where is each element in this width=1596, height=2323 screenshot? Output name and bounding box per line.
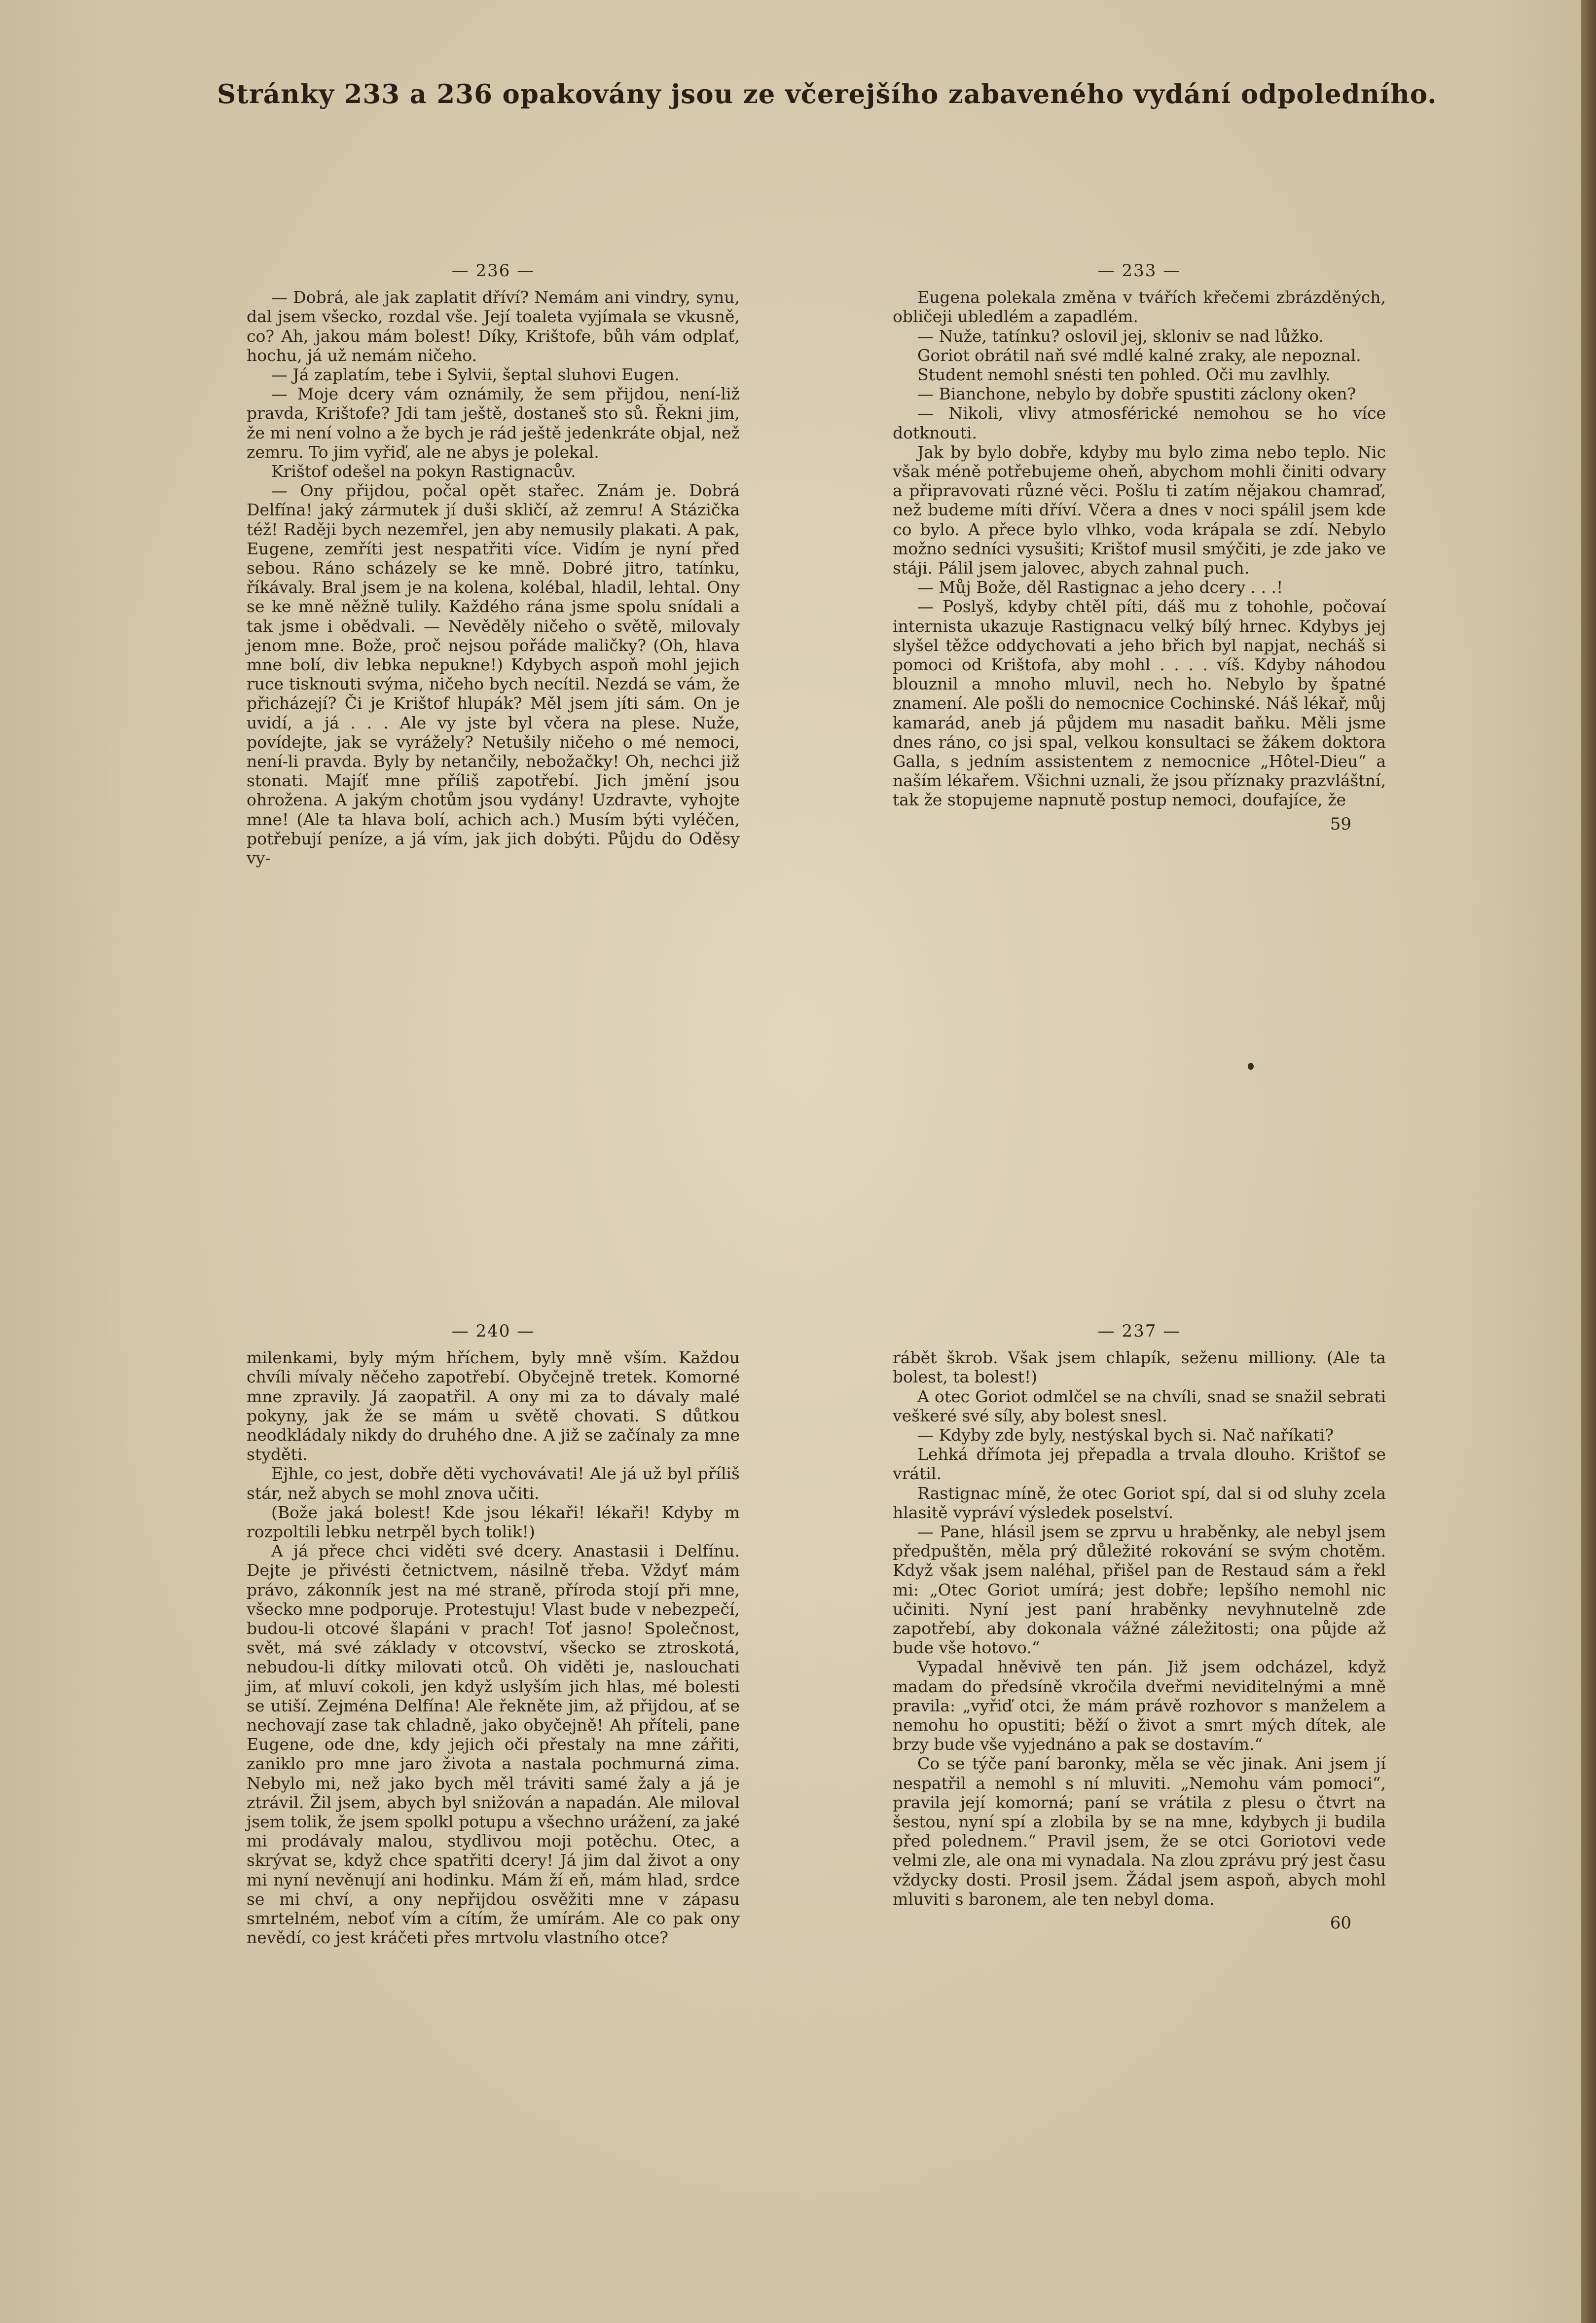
paragraph: Vypadal hněvivě ten pán. Již jsem odcházel, když madam do předsíně vkročila dveřmi neviditelnými a mně pravila: „vyřiď otci, že mám právě rozhovor s manželem a nemohu ho opustiti; běží o život a smrt mých dítek, ale brzy bude vše vyjednáno a pak se dostavím.“ bbox=[893, 1657, 1386, 1754]
paragraph: — Bianchone, nebylo by dobře spustiti záclony oken? bbox=[917, 384, 1356, 404]
signature-folio: 60 bbox=[1330, 1913, 1351, 1933]
paragraph: — Nuže, tatínku? oslovil jej, skloniv se nad lůžko. bbox=[917, 326, 1324, 346]
paragraph: milenkami, byly mým hříchem, byly mně vším. Každou chvíli mívaly něčeho zapotřebí. Obyčejně tretek. Komorné mne zpravily. Já zaopatřil. A ony mi za to dávaly malé pokyny, jak že se mám u světě chovati. S důtkou neodkládaly nikdy do druhého dne. A již se začínaly za mne styděti. bbox=[247, 1348, 740, 1464]
page-number: — 233 — bbox=[1097, 261, 1181, 281]
paragraph: — Já zaplatím, tebe i Sylvii, šeptal sluhovi Eugen. bbox=[271, 365, 680, 385]
page-header-notice: Stránky 233 a 236 opakovány jsou ze včerejšího zabaveného vydání odpoledního. bbox=[217, 79, 1437, 109]
signature-folio: 59 bbox=[1330, 814, 1351, 834]
paragraph: — Moje dcery vám oznámily, že sem přijdou, není-liž pravda, Krištofe? Jdi tam ještě, dostaneš sto sů. Řekni jim, že mi není volno a že bych je rád ještě jedenkráte objal, než zemru. To jim vyřiď, ale ne abys je polekal. bbox=[247, 384, 740, 462]
paragraph: — Můj Bože, děl Rastignac a jeho dcery . . .! bbox=[917, 578, 1283, 597]
paragraph: — Ony přijdou, počal opět stařec. Znám je. Dobrá Delfína! jaký zármutek jí duši skličí, až zemru! A Stázička též! Raději bych nezemřel, jen aby nemusily plakati. A pak, Eugene, zemříti jest nespatřiti více. Vidím je nyní před sebou. Ráno scházely se ke mně. Dobré jitro, tatínku, říkávaly. Bral jsem je na kolena, kolébal, hladil, lehtal. Ony se ke mně něžně tulily. Každého rána jsme spolu snídali a tak jsme i obědvali. — Nevěděly ničeho o světě, milovaly jenom mne. Bože, proč nejsou pořáde maličky? (Oh, hlava mne bolí, div lebka nepukne!) Kdybych aspoň mohl jejich ruce tisknouti svýma, ničeho bych necítil. Nezdá se vám, že přicházejí? Či je Krištof hlupák? Měl jsem jíti sám. On je uvidí, a já . . . Ale vy jste byl včera na plese. Nuže, povídejte, jak se vyrážely? Netušily ničeho o mé nemoci, není-li pravda. Byly by netančily, nebožačky! Oh, nechci již stonati. Majíť mne příliš zapotřebí. Jich jmění jsou ohrožena. A jakým chotům jsou vydány! Uzdravte, vyhojte mne! (Ale ta hlava bolí, achich ach.) Musím býti vyléčen, potřebují peníze, a já vím, jak jich dobýti. Půjdu do Oděsy vy- bbox=[247, 481, 740, 868]
paragraph: (Bože jaká bolest! Kde jsou lékaři! lékaři! Kdyby m rozpoltili lebku netrpěl bych tolik!) bbox=[247, 1502, 740, 1542]
paragraph: Lehká dřímota jej přepadla a trvala dlouho. Krištof se vrátil. bbox=[893, 1445, 1386, 1484]
paragraph: Student nemohl snésti ten pohled. Oči mu zavlhly. bbox=[917, 365, 1331, 385]
page-number: — 236 — bbox=[451, 261, 535, 281]
paragraph: A otec Goriot odmlčel se na chvíli, snad se snažil sebrati veškeré své síly, aby bolest snesl. bbox=[893, 1386, 1386, 1425]
paragraph: — Pane, hlásil jsem se zprvu u hraběnky, ale nebyl jsem předpuštěn, měla prý důležité rokování se svým chotěm. Když však jsem naléhal, přišel pan de Restaud sám a řekl mi: „Otec Goriot umírá; jest dobře; lepšího nemohl nic učiniti. Nyní jest paní hraběnky nevyhnutelně zde zapotřebí, aby dokonala vážné záležitosti; ona půjde až bude vše hotovo.“ bbox=[893, 1522, 1386, 1658]
page-number: — 240 — bbox=[451, 1321, 535, 1341]
paragraph: Goriot obrátil naň své mdlé kalné zraky, ale nepoznal. bbox=[917, 345, 1361, 365]
ink-dot bbox=[1248, 1063, 1254, 1070]
paragraph: Jak by bylo dobře, kdyby mu bylo zima nebo teplo. Nic však méně potřebujeme oheň, abychom mohli činiti odvary a připravovati různé věci. Pošlu ti zatím nějakou chamraď, než budeme míti dříví. Včera a dnes v noci spálil jsem kde co bylo. A přece bylo vlhko, voda krápala se zdí. Nebylo možno sedníci vysušiti; Krištof musil smýčiti, je zde jako ve stáji. Pálil jsem jalovec, abych zahnal puch. bbox=[893, 442, 1386, 578]
column-page-236 bbox=[247, 261, 740, 868]
page-number: — 237 — bbox=[1097, 1321, 1181, 1341]
paragraph: rábět škrob. Však jsem chlapík, seženu milliony. (Ale ta bolest, ta bolest!) bbox=[893, 1348, 1386, 1387]
page-edge bbox=[1581, 0, 1596, 2323]
paragraph: Ejhle, co jest, dobře děti vychovávati! Ale já už byl příliš stár, než abych se mohl znova učiti. bbox=[247, 1464, 740, 1503]
paragraph: — Poslyš, kdyby chtěl píti, dáš mu z tohohle, počovaí internista ukazuje Rastignacu velký bílý hrnec. Kdybys jej slyšel těžce oddychovati a jeho břich byl napjat, necháš si pomoci od Krištofa, aby mohl . . . . víš. Kdyby náhodou blouznil a mnoho mluvil, nech ho. Nebylo by špatné znamení. Ale pošli do nemocnice Cochinské. Náš lékař, můj kamarád, aneb já půjdem mu nasadit baňku. Měli jsme dnes ráno, co jsi spal, velkou konsultaci se žákem doktora Galla, s jedním assistentem z nemocnice „Hôtel-Dieu“ a naším lékařem. Všichni uznali, že jsou příznaky prazvláštní, tak že stopujeme napnutě postup nemoci, doufajíce, že bbox=[893, 597, 1386, 810]
paragraph: — Dobrá, ale jak zaplatit dříví? Nemám ani vindry, synu, dal jsem všecko, rozdal vše. Její toaleta vyjímala se vkusně, co? Ah, jakou mám bolest! Díky, Krištofe, bůh vám odplať, hochu, já už nemám ničeho. bbox=[247, 288, 740, 365]
paragraph: Krištof odešel na pokyn Rastignacův. bbox=[271, 462, 576, 481]
column-page-233 bbox=[893, 261, 1386, 834]
paragraph: — Kdyby zde byly, nestýskal bych si. Nač naříkati? bbox=[917, 1425, 1334, 1445]
paragraph: Eugena polekala změna v tvářích křečemi zbrázděných, obličeji ubledlém a zapadlém. bbox=[893, 288, 1386, 327]
paragraph: Rastignac míně, že otec Goriot spí, dal si od sluhy zcela hlasitě vypráví výsledek poselství. bbox=[893, 1483, 1386, 1522]
column-page-237 bbox=[893, 1322, 1386, 1933]
paragraph: Co se týče paní baronky, měla se věc jinak. Ani jsem jí nespatřil a nemohl s ní mluviti. „Nemohu vám pomoci“, pravila její komorná; paní se vrátila z plesu o čtvrt na šestou, nyní spí a zlobila by se na mne, kdybych ji budila před polednem.“ Pravil jsem, že se otci Goriotovi vede velmi zle, ale ona mi vynadala. Na zlou zprávu prý jest času vždycky dosti. Prosil jsem. Žádal jsem aspoň, abych mohl mluviti s baronem, ale ten nebyl doma. bbox=[893, 1754, 1386, 1909]
paragraph: — Nikoli, vlivy atmosférické nemohou se ho více dotknouti. bbox=[893, 403, 1386, 442]
column-page-240 bbox=[247, 1322, 740, 1948]
paragraph: A já přece chci viděti své dcery. Anastasii i Delfínu. Dejte je přivésti četnictvem, násilně třeba. Vždyť mám právo, zákonník jest na mé straně, příroda stojí při mne, všecko mne podporuje. Protestuju! Vlast bude v nebezpečí, budou-li otcové šlapáni v prach! Toť jasno! Společnost, svět, má své základy v otcovství, všecko se ztroskotá, nebudou-li dítky milovati otců. Oh viděti je, naslouchati jim, ať mluví cokoli, jen když uslyším jich hlas, mé bolesti se utiší. Zejména Delfína! Ale řekněte jim, až přijdou, ať se nechovají zase tak chladně, jako obyčejně! Ah příteli, pane Eugene, ode dne, kdy jejich oči přestaly na mne zářiti, zaniklo pro mne jaro života a nastala pochmurná zima. Nebylo mi, než jako bych měl tráviti samé žaly a já je ztrávil. Žil jsem, abych byl snižován a napadán. Ale miloval jsem tolik, že jsem spolkl potupu a všechno urážení, za jaké mi prodávaly malou, stydlivou moji potěchu. Otec, a skrývat se, když chce spatřiti dcery! Já jim dal život a ony mi nyní nevěnují ani hodinku. Mám ží eň, mám hlad, srdce se mi chví, a ony nepřijdou osvěžiti mne v zápasu smrtelném, neboť vím a cítím, že umírám. Ale co pak ony nevědí, co jest kráčeti přes mrtvolu vlastního otce? bbox=[247, 1541, 740, 1948]
